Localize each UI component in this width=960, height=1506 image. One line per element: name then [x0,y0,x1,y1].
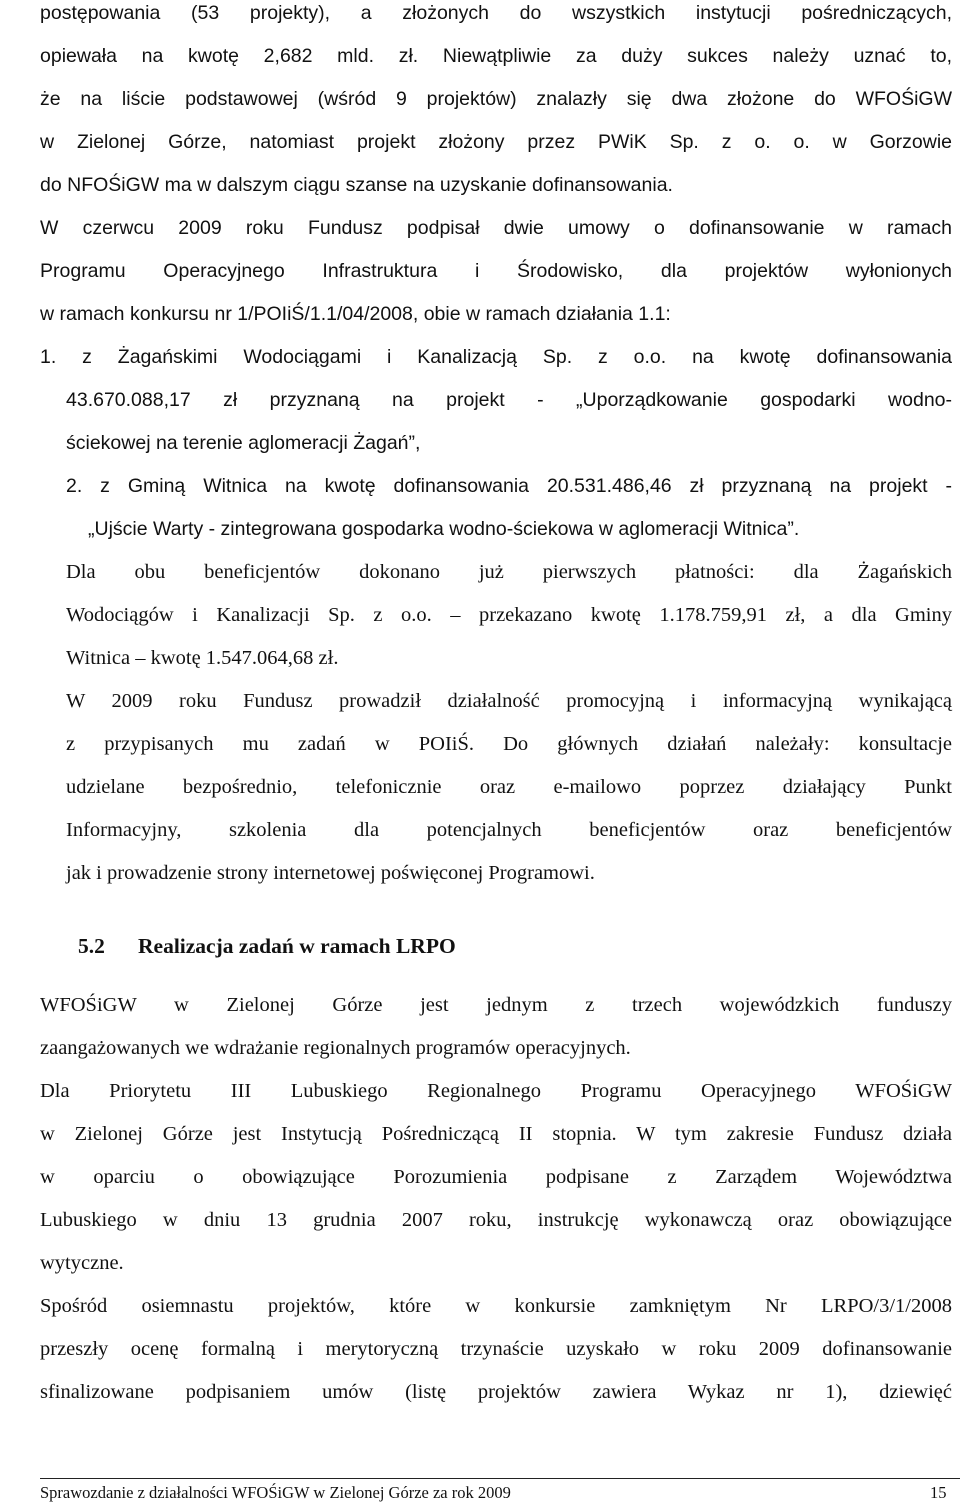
paragraph-4-line-4: Informacyjny, szkolenia dla potencjalnych beneficjentów oraz beneficjentów [66,819,952,841]
section-heading [78,934,456,959]
paragraph-6-line-4: Lubuskiego w dniu 13 grudnia 2007 roku, instrukcję wykonawczą oraz obowiązujące [40,1209,952,1231]
paragraph-6-line-5: wytyczne. [40,1252,124,1274]
footer-title: Sprawozdanie z działalności WFOŚiGW w Zielonej Górze za rok 2009 [40,1483,511,1502]
paragraph-6-line-2: w Zielonej Górze jest Instytucją Pośredniczącą II stopnia. W tym zakresie Fundusz działa [40,1123,952,1145]
list-item-1-line-2: 43.670.088,17 zł przyznaną na projekt - „Uporządkowanie gospodarki wodno- [66,389,952,411]
paragraph-4-line-1: W 2009 roku Fundusz prowadził działalność promocyjną i informacyjną wynikającą [66,690,952,712]
paragraph-3-line-1: Dla obu beneficjentów dokonano już pierwszych płatności: dla Żagańskich [66,561,952,583]
paragraph-7-line-1: Spośród osiemnastu projektów, które w konkursie zamkniętym Nr LRPO/3/1/2008 [40,1295,952,1317]
paragraph-7-line-3: sfinalizowane podpisaniem umów (listę projektów zawiera Wykaz nr 1), dziewięć [40,1381,952,1403]
paragraph-2-line-3: w ramach konkursu nr 1/POIiŚ/1.1/04/2008, obie w ramach działania 1.1: [40,303,671,325]
paragraph-5-line-1: WFOŚiGW w Zielonej Górze jest jednym z trzech wojewódzkich funduszy [40,994,952,1016]
paragraph-6-line-3: w oparciu o obowiązujące Porozumienia podpisane z Zarządem Województwa [40,1166,952,1188]
list-item-1-line-3: ściekowej na terenie aglomeracji Żagań”, [66,432,421,454]
paragraph-6-line-1: Dla Priorytetu III Lubuskiego Regionalnego Programu Operacyjnego WFOŚiGW [40,1080,952,1102]
paragraph-4-line-2: z przypisanych mu zadań w POIiŚ. Do głównych działań należały: konsultacje [66,733,952,755]
paragraph-1-line-4: w Zielonej Górze, natomiast projekt złożony przez PWiK Sp. z o. o. w Gorzowie [40,131,952,153]
paragraph-4-line-5: jak i prowadzenie strony internetowej poświęconej Programowi. [66,862,595,884]
section-number: 5.2 [78,934,105,958]
page-number: 15 [930,1483,947,1502]
paragraph-3-line-2: Wodociągów i Kanalizacji Sp. z o.o. – przekazano kwotę 1.178.759,91 zł, a dla Gminy [66,604,952,626]
paragraph-2-line-2: Programu Operacyjnego Infrastruktura i Środowisko, dla projektów wyłonionych [40,260,952,282]
paragraph-7-line-2: przeszły ocenę formalną i merytoryczną trzynaście uzyskało w roku 2009 dofinansowanie [40,1338,952,1360]
footer-rule [40,1478,960,1479]
paragraph-5-line-2: zaangażowanych we wdrażanie regionalnych programów operacyjnych. [40,1037,631,1059]
paragraph-2-line-1: W czerwcu 2009 roku Fundusz podpisał dwie umowy o dofinansowanie w ramach [40,217,952,239]
list-item-2-line-1: 2. z Gminą Witnica na kwotę dofinansowania 20.531.486,46 zł przyznaną na projekt - [66,475,952,497]
paragraph-1-line-2: opiewała na kwotę 2,682 mld. zł. Niewątpliwie za duży sukces należy uznać to, [40,45,952,67]
paragraph-1-line-3: że na liście podstawowej (wśród 9 projektów) znalazły się dwa złożone do WFOŚiGW [40,88,952,110]
paragraph-3-line-3: Witnica – kwotę 1.547.064,68 zł. [66,647,339,669]
paragraph-1-line-5: do NFOŚiGW ma w dalszym ciągu szanse na uzyskanie dofinansowania. [40,174,673,196]
list-item-1-line-1: 1. z Żagańskimi Wodociągami i Kanalizacją Sp. z o.o. na kwotę dofinansowania [40,346,952,368]
paragraph-4-line-3: udzielane bezpośrednio, telefonicznie oraz e-mailowo poprzez działający Punkt [66,776,952,798]
list-item-2-line-2: „Ujście Warty - zintegrowana gospodarka wodno-ściekowa w aglomeracji Witnica”. [88,518,800,540]
paragraph-1-line-1: postępowania (53 projekty), a złożonych do wszystkich instytucji pośredniczących, [40,2,952,24]
section-title: Realizacja zadań w ramach LRPO [138,934,456,958]
